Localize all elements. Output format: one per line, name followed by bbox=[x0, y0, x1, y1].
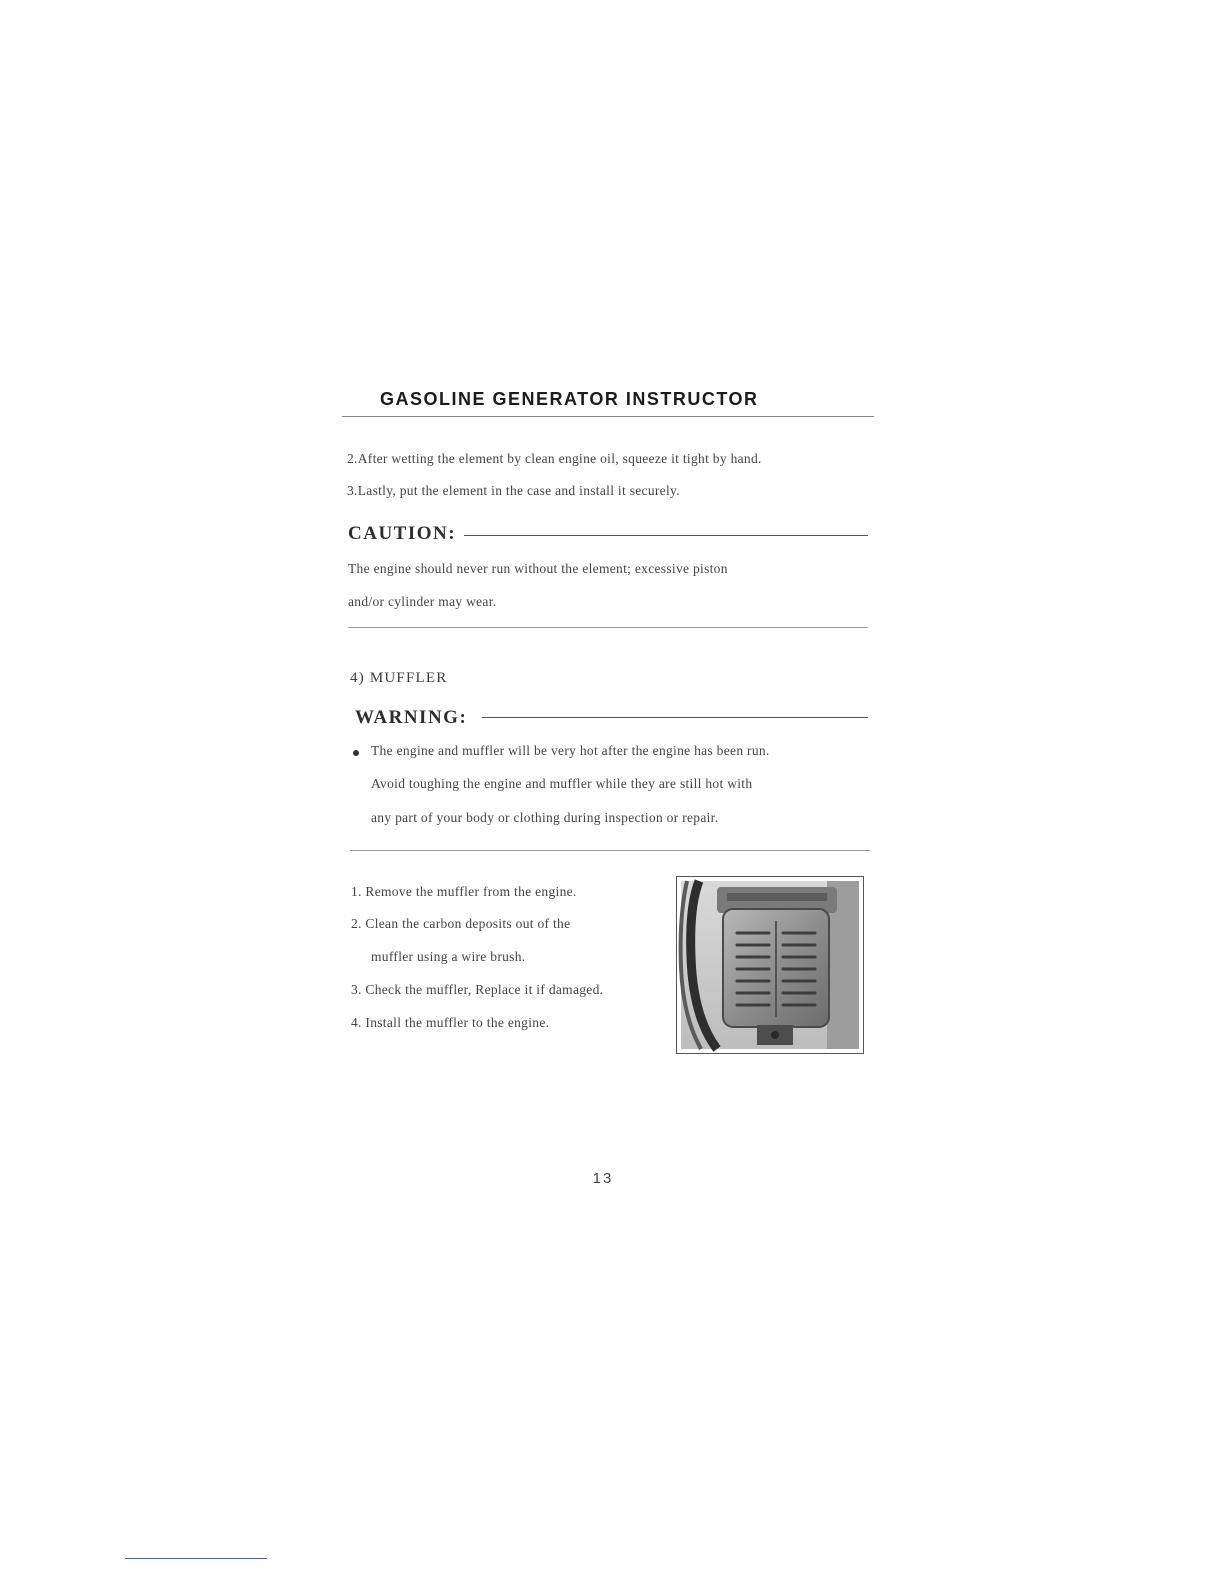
page-number: 13 bbox=[592, 1170, 614, 1187]
muffler-step-4: 4. Install the muffler to the engine. bbox=[351, 1015, 550, 1030]
warning-divider bbox=[482, 717, 868, 718]
footer-divider bbox=[125, 1558, 267, 1559]
muffler-photo bbox=[676, 876, 864, 1054]
intro-step-3: 3.Lastly, put the element in the case and install it securely. bbox=[347, 483, 680, 498]
bullet-icon bbox=[353, 750, 359, 756]
muffler-step-3: 3. Check the muffler, Replace it if damaged. bbox=[351, 982, 604, 997]
caution-line-1: The engine should never run without the element; excessive piston bbox=[348, 561, 728, 576]
warning-line-3: any part of your body or clothing during inspection or repair. bbox=[371, 810, 719, 825]
muffler-step-2: 2. Clean the carbon deposits out of the bbox=[351, 916, 571, 931]
title-divider bbox=[342, 416, 874, 417]
muffler-step-1: 1. Remove the muffler from the engine. bbox=[351, 884, 577, 899]
caution-heading: CAUTION: bbox=[348, 523, 457, 544]
warning-line-1: The engine and muffler will be very hot after the engine has been run. bbox=[371, 743, 770, 758]
warning-line-2: Avoid toughing the engine and muffler while they are still hot with bbox=[371, 776, 753, 791]
muffler-step-2-cont: muffler using a wire brush. bbox=[371, 949, 526, 964]
warning-heading: WARNING: bbox=[355, 707, 468, 728]
muffler-photo-graphic bbox=[677, 877, 863, 1053]
page-title: GASOLINE GENERATOR INSTRUCTOR bbox=[380, 389, 759, 409]
muffler-section-heading: 4) MUFFLER bbox=[350, 670, 448, 686]
caution-line-2: and/or cylinder may wear. bbox=[348, 594, 497, 609]
caution-end-divider bbox=[348, 627, 868, 628]
warning-end-divider bbox=[350, 850, 870, 851]
intro-step-2: 2.After wetting the element by clean engine oil, squeeze it tight by hand. bbox=[347, 451, 762, 466]
caution-divider bbox=[464, 535, 868, 536]
